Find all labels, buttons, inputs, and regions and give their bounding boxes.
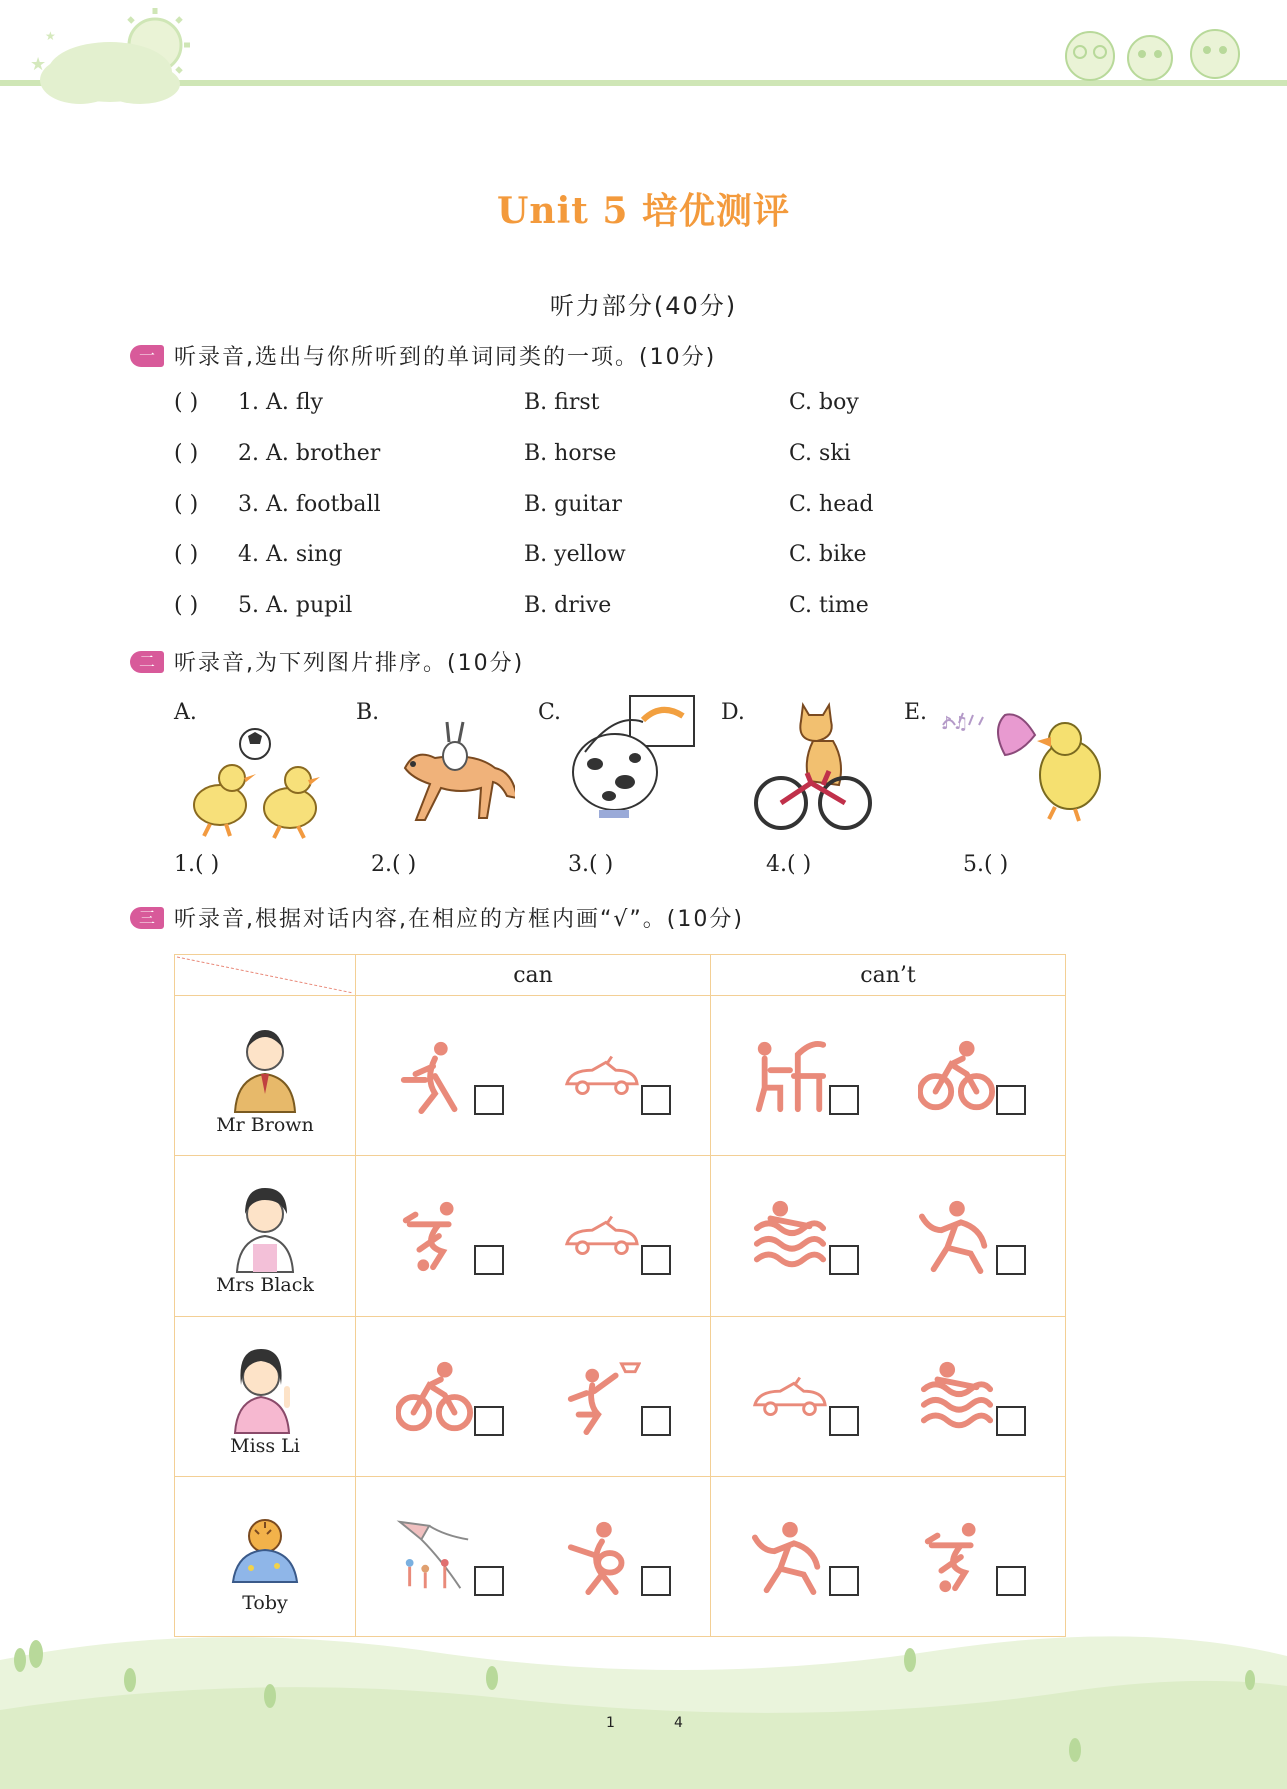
order-answer-slot[interactable]: 3.( ): [568, 852, 614, 877]
can-cant-table: [174, 954, 1066, 1637]
run-icon: [396, 1037, 474, 1115]
question-option-c: C. ski: [789, 441, 851, 466]
section1-badge: 一: [130, 345, 164, 367]
cycling-icon: [396, 1358, 474, 1436]
person-cell: [175, 1477, 356, 1637]
checkbox[interactable]: [641, 1085, 671, 1115]
header-decoration: [0, 0, 1287, 120]
man-avatar-icon: [225, 1024, 305, 1114]
teacher-avatar-icon: [225, 1345, 305, 1435]
picture-label: B.: [356, 700, 380, 725]
answer-blank[interactable]: ( ): [174, 593, 199, 618]
cant-cell: [711, 1477, 1066, 1637]
checkbox[interactable]: [474, 1245, 504, 1275]
section1-heading: [130, 340, 716, 371]
svg-text:★: ★: [45, 29, 56, 43]
checkbox[interactable]: [996, 1566, 1026, 1596]
page-number-left: 1: [606, 1715, 615, 1731]
checkbox[interactable]: [829, 1245, 859, 1275]
question-option-b: B. guitar: [524, 492, 622, 517]
checkbox[interactable]: [829, 1566, 859, 1596]
question-option-a: 1. A. fly: [238, 390, 323, 415]
answer-blank[interactable]: ( ): [174, 492, 199, 517]
question-option-b: B. drive: [524, 593, 612, 618]
question-option-c: C. head: [789, 492, 874, 517]
cant-cell: [711, 1317, 1066, 1477]
woman-avatar-icon: [225, 1184, 305, 1274]
checkbox[interactable]: [996, 1245, 1026, 1275]
section3-heading-text: 听录音,根据对话内容,在相应的方框内画“√”。(10分): [174, 907, 744, 932]
football-icon: [396, 1197, 474, 1275]
checkbox[interactable]: [641, 1245, 671, 1275]
cant-cell: [711, 996, 1066, 1156]
footer-landscape: [0, 1620, 1287, 1789]
question-option-a: 5. A. pupil: [238, 593, 353, 618]
can-cell: [356, 996, 711, 1156]
person-cell: [175, 996, 356, 1156]
checkbox[interactable]: [474, 1406, 504, 1436]
picture-label: C.: [538, 700, 562, 725]
question-option-c: C. boy: [789, 390, 859, 415]
piano-icon: [751, 1037, 829, 1115]
tiger-avatar-icon: [225, 1512, 305, 1592]
football-icon: [918, 1518, 996, 1596]
checkbox[interactable]: [829, 1085, 859, 1115]
picture-label: A.: [174, 700, 197, 725]
swimming-icon: [751, 1197, 829, 1275]
cycling-icon: [918, 1037, 996, 1115]
answer-blank[interactable]: ( ): [174, 390, 199, 415]
bird-gramophone-icon: [935, 695, 1115, 825]
section2-heading: [130, 646, 524, 677]
car-icon: [563, 1037, 641, 1115]
ducks-football-icon: [180, 720, 330, 845]
picture-label: E.: [904, 700, 928, 725]
person-name: Mr Brown: [216, 1113, 314, 1136]
order-answer-slot[interactable]: 2.( ): [371, 852, 417, 877]
checkbox[interactable]: [474, 1085, 504, 1115]
basketball-icon: [563, 1358, 641, 1436]
order-answer-slot[interactable]: 5.( ): [963, 852, 1009, 877]
question-option-b: B. yellow: [524, 542, 626, 567]
cow-painting-icon: [565, 692, 700, 832]
checkbox[interactable]: [641, 1406, 671, 1436]
person-name: Miss Li: [230, 1434, 300, 1457]
section3-badge: 三: [130, 907, 164, 929]
section3-heading: [130, 902, 744, 933]
cat-bicycle-icon: [753, 695, 873, 835]
person-cell: [175, 1156, 356, 1317]
question-option-a: 2. A. brother: [238, 441, 381, 466]
question-option-c: C. time: [789, 593, 869, 618]
dance-icon: [751, 1518, 829, 1596]
can-cell: [356, 1317, 711, 1477]
person-name: Mrs Black: [216, 1274, 314, 1296]
answer-blank[interactable]: ( ): [174, 441, 199, 466]
swimming-icon: [918, 1358, 996, 1436]
order-answer-slot[interactable]: 1.( ): [174, 852, 220, 877]
cant-cell: [711, 1156, 1066, 1317]
horse-rabbit-icon: [385, 718, 515, 838]
question-option-c: C. bike: [789, 542, 867, 567]
checkbox[interactable]: [641, 1566, 671, 1596]
answer-blank[interactable]: ( ): [174, 542, 199, 567]
question-option-a: 3. A. football: [238, 492, 381, 517]
animal-faces-icon: [1066, 30, 1239, 80]
order-answer-slot[interactable]: 4.( ): [766, 852, 812, 877]
page-title: Unit 5 培优测评: [497, 190, 790, 232]
section1-questions: [0, 390, 1287, 640]
picture-label: D.: [721, 700, 745, 725]
header-can: can: [356, 955, 711, 996]
page-number-right: 4: [674, 1715, 683, 1731]
checkbox[interactable]: [474, 1566, 504, 1596]
checkbox[interactable]: [829, 1406, 859, 1436]
question-option-b: B. first: [524, 390, 600, 415]
svg-text:♪♫: ♪♫: [941, 713, 969, 734]
checkbox[interactable]: [996, 1406, 1026, 1436]
checkbox[interactable]: [996, 1085, 1026, 1115]
page-subtitle: 听力部分(40分): [549, 292, 738, 320]
car-icon: [751, 1358, 829, 1436]
kite-icon: [396, 1518, 474, 1596]
guitar-icon: [563, 1518, 641, 1596]
car-icon: [563, 1197, 641, 1275]
question-option-b: B. horse: [524, 441, 617, 466]
person-name: Toby: [242, 1591, 288, 1614]
svg-text:★: ★: [30, 54, 47, 75]
corner-cell: [175, 955, 356, 996]
person-cell: [175, 1317, 356, 1477]
can-cell: [356, 1477, 711, 1637]
question-option-a: 4. A. sing: [238, 542, 343, 567]
section2-badge: 二: [130, 651, 164, 673]
section2-heading-text: 听录音,为下列图片排序。(10分): [174, 651, 525, 676]
section1-heading-text: 听录音,选出与你所听到的单词同类的一项。(10分): [174, 345, 717, 370]
can-cell: [356, 1156, 711, 1317]
dance-icon: [918, 1197, 996, 1275]
header-cant: can’t: [711, 955, 1066, 996]
